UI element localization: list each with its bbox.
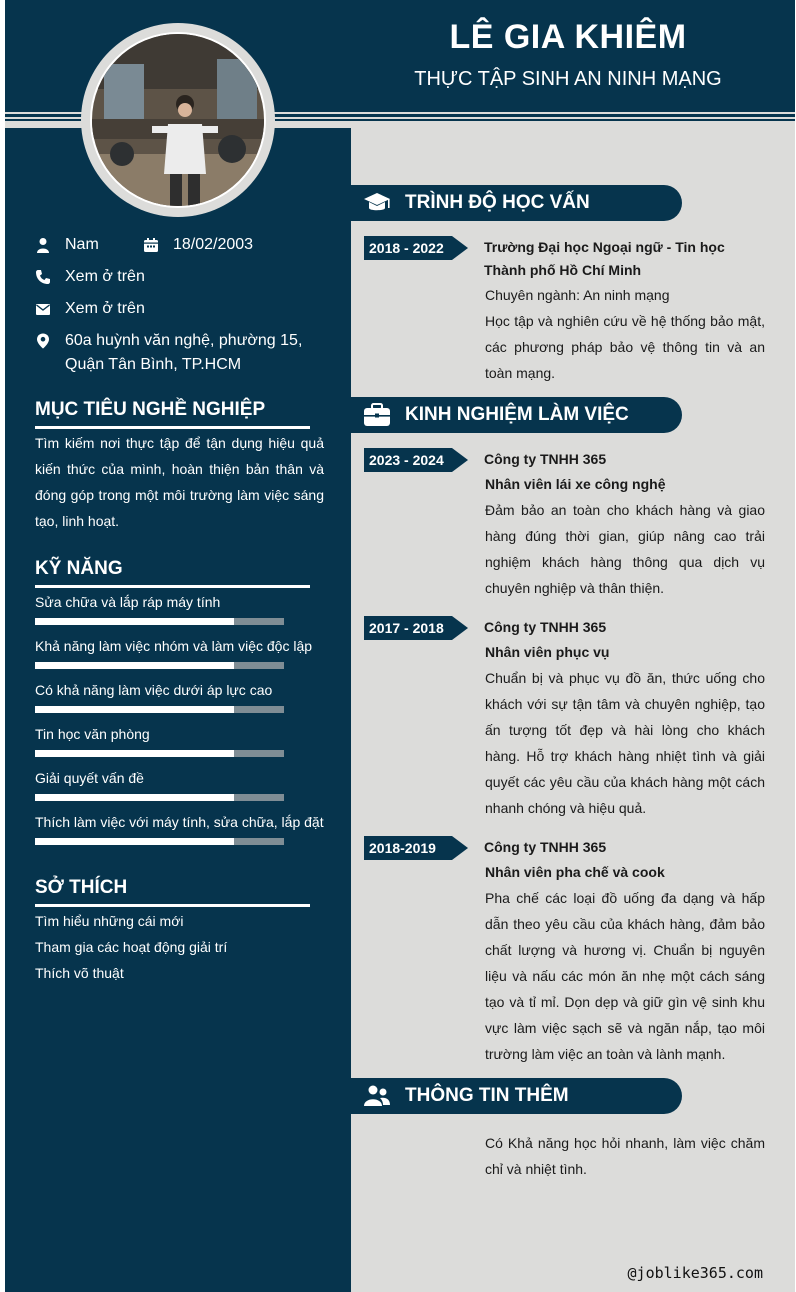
company-name: Công ty TNHH 365 [484,839,607,855]
skill-bar-fill [35,838,234,845]
skill-bar [35,662,284,669]
calendar-icon [143,237,159,253]
hobbies-heading: SỞ THÍCH [35,877,128,898]
skills-underline [35,585,310,588]
envelope-icon [35,301,51,317]
education-entry [484,236,765,386]
objective-underline [35,426,310,429]
job-role: Nhân viên phục vụ [485,644,610,660]
skill-item: Thích làm việc với máy tính, sửa chữa, lắp đặt [35,814,325,830]
job-description: Đảm bảo an toàn cho khách hàng và giao hàng đúng thời gian, giúp nâng cao trải nghiệm khách hàng thông qua dịch vụ chuyên nghiệp và thân thiện. [485,502,765,596]
job-role: Nhân viên lái xe công nghệ [485,476,666,492]
skill-bar-fill [35,618,234,625]
company-name: Công ty TNHH 365 [484,619,607,635]
skill-bar-fill [35,706,234,713]
skill-bar [35,794,284,801]
experience-entry [484,616,765,821]
briefcase-icon [363,403,391,427]
education-date-tag: 2018 - 2022 [364,236,468,260]
profile-photo [90,32,266,208]
experience-entry [484,836,765,1067]
skill-item: Có khả năng làm việc dưới áp lực cao [35,682,325,698]
skills-heading: KỸ NĂNG [35,558,123,579]
education-major: Chuyên ngành: An ninh mạng [485,287,670,303]
company-name: Công ty TNHH 365 [484,451,607,467]
skill-bar-fill [35,662,234,669]
experience-date-tag: 2023 - 2024 [364,448,468,472]
skill-item: Giải quyết vấn đề [35,770,325,786]
contact-address: 60a huỳnh văn nghệ, phường 15, Quận Tân Bình, TP.HCM [35,329,335,379]
experience-date-tag: 2017 - 2018 [364,616,468,640]
phone-icon [35,269,51,285]
skill-item: Tin học văn phòng [35,726,325,742]
graduation-cap-icon [363,191,391,215]
job-description: Pha chế các loại đồ uống đa dạng và hấp dẫn theo yêu cầu của khách hàng, đảm bảo chất lượng và hương vị. Chuẩn bị nguyên liệu và nấu các món ăn nhẹ một cách sáng tạo và tỉ mỉ. Dọn dẹp và giữ gìn vệ sinh khu vực làm việc sạch sẽ và ngăn nắp, tạo môi trường làm việc an toàn và lành mạnh. [485,890,765,1062]
job-role: Nhân viên pha chế và cook [485,864,665,880]
skill-bar [35,750,284,757]
profile-photo-image [92,34,264,206]
education-description: Học tập và nghiên cứu về hệ thống bảo mật, các phương pháp bảo vệ thông tin và an toàn mạng. [485,313,765,381]
skill-item: Sửa chữa và lắp ráp máy tính [35,594,325,610]
hobby-item: Thích võ thuật [35,965,124,981]
user-icon [35,237,51,253]
experience-entry [484,448,765,601]
skill-bar-fill [35,794,234,801]
candidate-title: THỰC TẬP SINH AN NINH MẠNG [414,68,722,90]
education-section-header: TRÌNH ĐỘ HỌC VẤN [351,185,682,221]
sidebar: Nam 18/02/2003 Xem ở trên Xem ở trên 60a huỳnh văn nghệ, phường 15, Quận Tân Bình, TP.HCM MỤC TIÊU NGHỀ NGHIỆP Tìm kiếm nơi thực tập để tận dụng hiệu quả kiến thức của mình, hoàn thiện bản thân và đóng góp trong một môi trường làm việc sáng tạo, linh hoạt. KỸ NĂNG Sửa chữa và lắp ráp máy tính Khả năng làm việc nhóm và làm việc độc lập Có khả năng làm việc dưới áp lực cao Tin học văn phòng Giải quyết vấn đề Thích làm việc với máy tính, sửa chữa, lắp đặt SỞ THÍCH Tìm hiểu những cái mới Tham gia các hoạt động giải trí Thích võ thuật [5,128,351,1292]
experience-date-tag: 2018-2019 [364,836,468,860]
objective-heading: MỤC TIÊU NGHỀ NGHIỆP [35,399,266,420]
school-name: Trường Đại học Ngoại ngữ - Tin học Thành phố Hồ Chí Minh [484,239,725,278]
hobby-item: Tìm hiểu những cái mới [35,913,184,929]
skill-bar [35,618,284,625]
skill-bar-fill [35,750,234,757]
hobby-item: Tham gia các hoạt động giải trí [35,939,228,955]
additional-text: Có Khả năng học hỏi nhanh, làm việc chăm chỉ và nhiệt tình. [485,1135,765,1177]
additional-section-header: THÔNG TIN THÊM [351,1078,682,1114]
skill-item: Khả năng làm việc nhóm và làm việc độc lập [35,638,325,654]
job-description: Chuẩn bị và phục vụ đồ ăn, thức uống cho khách với sự tận tâm và chuyên nghiệp, tạo ấn tượng tốt đẹp và hài lòng cho khách hàng. Hỗ trợ khách hàng nhiệt tình và giải quyết các yêu cầu của khách hàng một cách nhanh chóng và hiệu quả. [485,670,765,816]
skill-bar [35,706,284,713]
resume-page [5,0,795,1292]
map-pin-icon [35,333,51,349]
users-icon [363,1084,391,1108]
experience-section-header: KINH NGHIỆM LÀM VIỆC [351,397,682,433]
footer-watermark: @joblike365.com [627,1264,763,1282]
candidate-name: LÊ GIA KHIÊM [449,18,687,56]
skill-bar [35,838,284,845]
objective-text: Tìm kiếm nơi thực tập để tận dụng hiệu quả kiến thức của mình, hoàn thiện bản thân và đóng góp trong một môi trường làm việc sáng tạo, linh hoạt. [35,435,324,529]
hobbies-underline [35,904,310,907]
